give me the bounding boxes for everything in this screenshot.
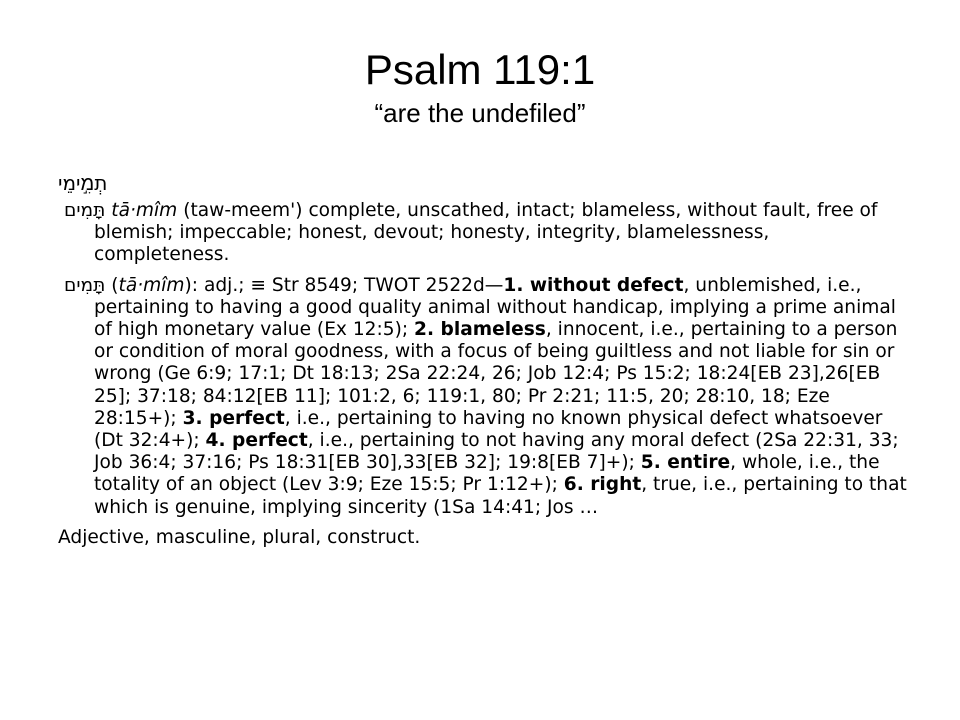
sense-3-text: , i.e., pertaining to having no known physical defect whatsoever (Dt 32:4+); <box>94 407 883 452</box>
hebrew-word: תְמִ֣ימֵי <box>58 171 108 195</box>
sense-6-text: , true, i.e., pertaining to that which is genuine, implying sincerity (1Sa 14:41; Jos … <box>94 474 907 518</box>
slide-title <box>0 44 960 130</box>
lexicon-entry-strongs <box>58 200 908 267</box>
sense-4-label: 4. perfect <box>205 430 308 452</box>
sense-1-label: 1. without defect <box>503 274 684 296</box>
grammar-note: Adjective, masculine, plural, construct. <box>58 526 421 548</box>
sense-2-label: 2. blameless <box>414 319 546 341</box>
page-title: Psalm 119:1 <box>364 46 596 93</box>
entry-transliteration: tā·mîm <box>111 200 178 221</box>
sense-1-text: , unblemished, i.e., pertaining to having a good quality animal without handicap, implying a prime animal of high monetary value (Ex 12:5); <box>94 274 896 341</box>
entry-pronunciation: (taw-meem') <box>177 200 309 221</box>
page-subtitle: “are the undefiled” <box>374 98 586 128</box>
sense-6-label: 6. right <box>563 474 642 496</box>
sense-5-label: 5. entire <box>640 452 731 474</box>
sense-4-text: , i.e., pertaining to not having any moral defect (2Sa 22:31, 33; Job 36:4; 37:16; Ps 18:31[EB 30],33[EB 32]; 19:8[EB 7]+); <box>94 430 899 474</box>
slide-content <box>58 170 908 549</box>
sense-2-text: , innocent, i.e., pertaining to a person or condition of moral goodness, with a focus of being guiltless and not liable for sin or wrong (Ge 6:9; 17:1; Dt 18:13; 2Sa 22:24, 26; Job 12:4; Ps 15:2; 18:24[EB 23],26[EB 25]; 37:18; 84:12[EB 11]; 101:2, 6; 119:1, 80; Pr 2:21; 11:5, 20; 28:10, 18; Eze 28:15+); <box>94 319 898 429</box>
entry-intro: ): adj.; ≡ Str 8549; TWOT 2522d— <box>184 274 504 296</box>
sense-5-text: , whole, i.e., the totality of an object (Lev 3:9; Eze 15:5; Pr 1:12+); <box>94 452 880 496</box>
entry-hebrew: תָּמִים <box>64 200 106 221</box>
lexicon-entry-dbl: תָּמִים (tā·mîm): adj.; ≡ Str 8549; TWOT 2522d—1. without defect, unblemished, i.e., pertaining to having a good quality animal without handicap, implying a prime animal of high monetary value (Ex 12:5); 2. blameless, innocent, i.e., pertaining to a person or condition of moral goodness, with a focus of being guiltless and not liable for sin or wrong (Ge 6:9; 17:1; Dt 18:13; 2Sa 22:24, 26; Job 12:4; Ps 15:2; 18:24[EB 23],26[EB 25]; 37:18; 84:12[EB 11]; 101:2, 6; 119:1, 80; Pr 2:21; 11:5, 20; 28:10, 18; Eze 28:15+); 3. perfect, i.e., pertaining to having no known physical defect whatsoever (Dt 32:4+); 4. perfect, i.e., pertaining to not having any moral defect (2Sa 22:31, 33; Job 36:4; 37:16; Ps 18:31[EB 30],33[EB 32]; 19:8[EB 7]+); 5. entire, whole, i.e., the totality of an object (Lev 3:9; Eze 15:5; Pr 1:12+); 6. right, true, i.e., pertaining to that which is genuine, implying sincerity (1Sa 14:41; Jos … <box>64 274 907 518</box>
entry-transliteration: tā·mîm <box>118 274 185 296</box>
entry-hebrew: תָּמִים <box>64 274 106 296</box>
sense-3-label: 3. perfect <box>182 407 285 429</box>
entry-definition: complete, unscathed, intact; blameless, without fault, free of blemish; impeccable; honest, devout; honesty, integrity, blamelessness, completeness. <box>94 200 878 266</box>
